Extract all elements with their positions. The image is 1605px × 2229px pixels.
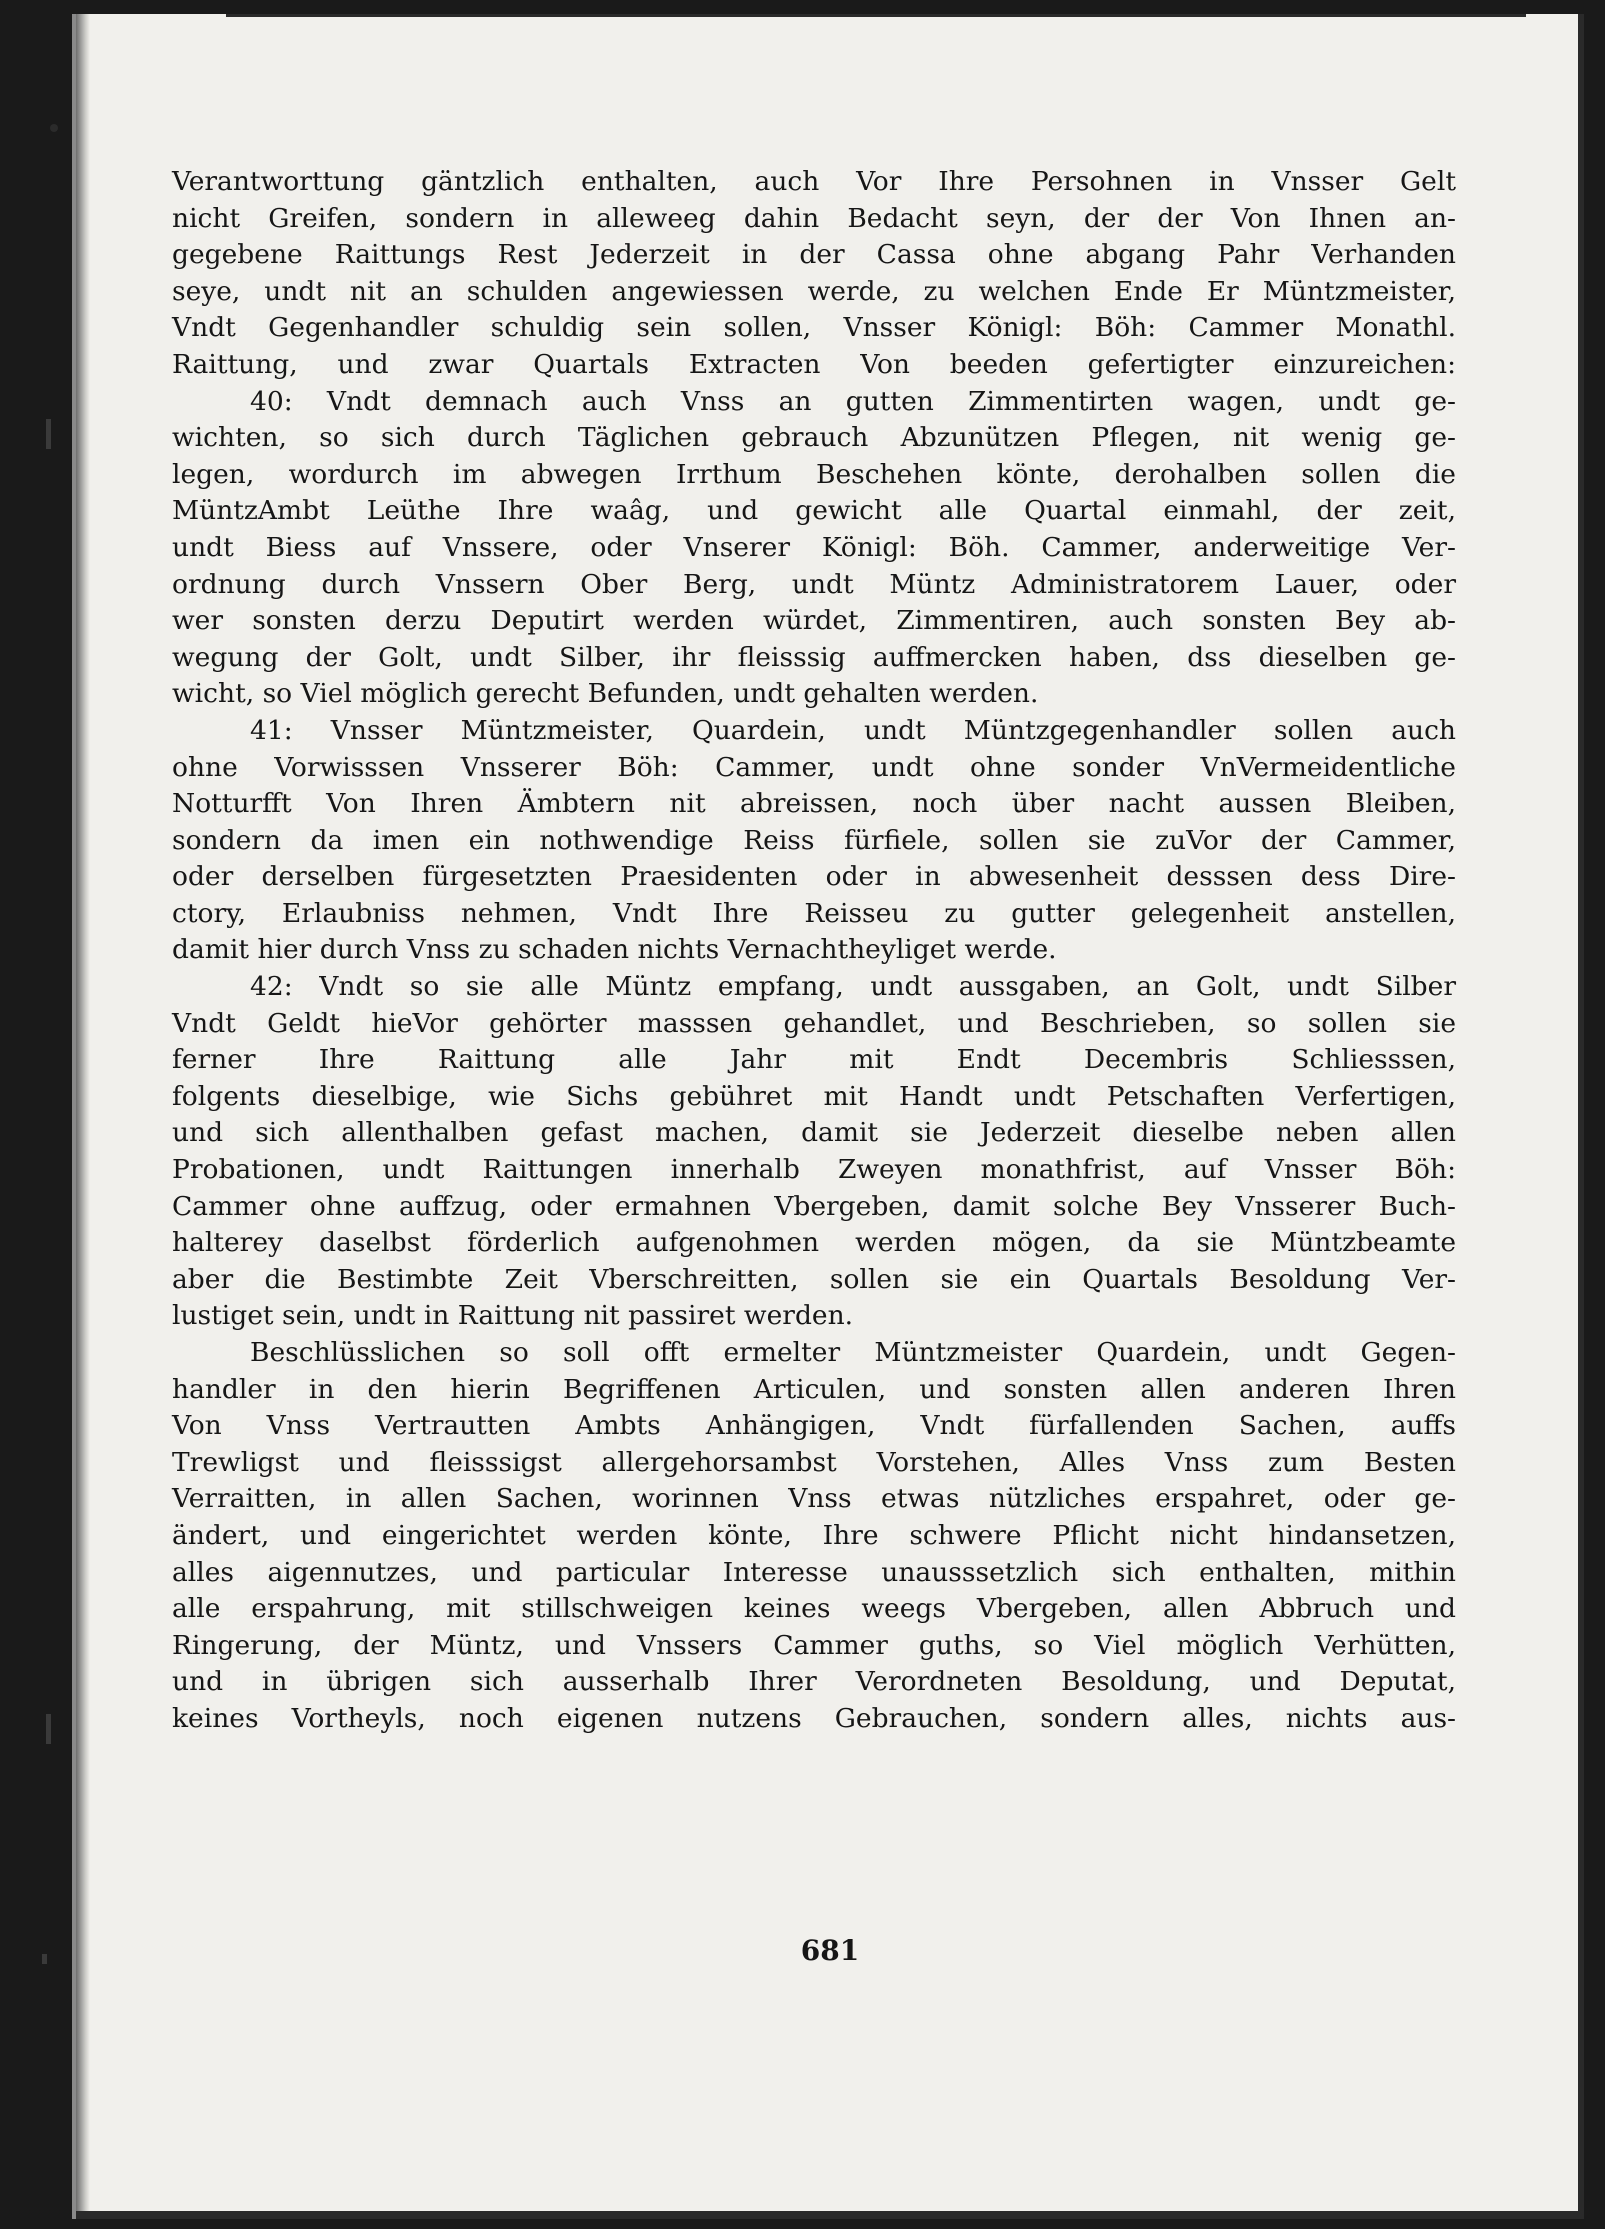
page-top-edge <box>226 14 1526 17</box>
text-line: aber die Bestimbte Zeit Vberschreitten, sollen sie ein Quartals Besoldung Ver- <box>172 1263 1456 1295</box>
text-line: Verantworttung gäntzlich enthalten, auch Vor Ihre Persohnen in Vnsser Gelt <box>172 166 1456 197</box>
text-line: Trewligst und fleisssigst allergehorsambst Vorstehen, Alles Vnss zum Besten <box>172 1446 1456 1478</box>
binding-tick <box>42 1954 47 1964</box>
text-line: ctory, Erlaubniss nehmen, Vndt Ihre Reisseu zu gutter gelegenheit anstellen, <box>172 897 1456 929</box>
text-line: wegung der Golt, undt Silber, ihr fleisssig auffmercken haben, dss dieselben ge- <box>172 641 1456 673</box>
text-line: Probationen, undt Raittungen innerhalb Zweyen monathfrist, auf Vnsser Böh: <box>172 1154 1456 1186</box>
text-line: MüntzAmbt Leüthe Ihre waâg, und gewicht alle Quartal einmahl, der zeit, <box>172 495 1456 527</box>
text-line: folgents dieselbige, wie Sichs gebühret mit Handt undt Petschaften Verfertigen, <box>172 1080 1456 1112</box>
text-line: wicht, so Viel möglich gerecht Befunden, undt gehalten werden. <box>172 678 1039 710</box>
page-bottom-edge <box>76 2211 1584 2219</box>
text-line: ferner Ihre Raittung alle Jahr mit Endt Decembris Schliesssen, <box>172 1044 1456 1076</box>
text-line: ohne Vorwisssen Vnsserer Böh: Cammer, undt ohne sonder VnVermeidentliche <box>172 751 1456 783</box>
text-line: Beschlüsslichen so soll offt ermelter Müntzmeister Quardein, undt Gegen- <box>250 1337 1456 1368</box>
text-line: alles aigennutzes, und particular Interesse unausssetzlich sich enthalten, mithin <box>172 1556 1456 1588</box>
binding-gutter <box>76 14 90 2219</box>
text-line: nicht Greifen, sondern in alleweeg dahin Bedacht seyn, der der Von Ihnen an- <box>172 202 1456 234</box>
text-line: Ringerung, der Müntz, und Vnssers Cammer guths, so Viel möglich Verhütten, <box>172 1629 1456 1661</box>
text-line: handler in den hierin Begriffenen Articulen, und sonsten allen anderen Ihren <box>172 1373 1456 1405</box>
text-line: seye, undt nit an schulden angewiessen werde, zu welchen Ende Er Müntzmeister, <box>172 275 1456 307</box>
text-line: alle erspahrung, mit stillschweigen keines weegs Vbergeben, allen Abbruch und <box>172 1593 1456 1625</box>
text-line: damit hier durch Vnss zu schaden nichts Vernachtheyliget werde. <box>172 934 1057 966</box>
text-line: Raittung, und zwar Quartals Extracten Von beeden gefertigter einzureichen: <box>172 348 1456 380</box>
text-line: Vndt Gegenhandler schuldig sein sollen, Vnsser Königl: Böh: Cammer Monathl. <box>172 312 1456 344</box>
text-line: Von Vnss Vertrautten Ambts Anhängigen, Vndt fürfallenden Sachen, auffs <box>172 1410 1456 1442</box>
text-line: wichten, so sich durch Täglichen gebrauch Abzunützen Pflegen, nit wenig ge- <box>172 422 1456 454</box>
text-line: halterey daselbst förderlich aufgenohmen werden mögen, da sie Müntzbeamte <box>172 1227 1456 1259</box>
text-line: sondern da imen ein nothwendige Reiss fürfiele, sollen sie zuVor der Cammer, <box>172 824 1456 856</box>
text-line: keines Vortheyls, noch eigenen nutzens Gebrauchen, sondern alles, nichts aus- <box>172 1702 1456 1734</box>
body-text <box>172 164 1456 1738</box>
text-line: Cammer ohne auffzug, oder ermahnen Vbergeben, damit solche Bey Vnsserer Buch- <box>172 1190 1456 1222</box>
text-line: und sich allenthalben gefast machen, damit sie Jederzeit dieselbe neben allen <box>172 1117 1456 1149</box>
text-line: Vndt Geldt hieVor gehörter masssen gehandlet, und Beschrieben, so sollen sie <box>172 1007 1456 1039</box>
document-page <box>72 14 1584 2219</box>
text-line: oder derselben fürgesetzten Praesidenten oder in abwesenheit desssen dess Dire- <box>172 861 1456 893</box>
speck-mark <box>50 124 58 132</box>
page-right-edge <box>1578 14 1584 2219</box>
text-line: Notturfft Von Ihren Ämbtern nit abreissen, noch über nacht aussen Bleiben, <box>172 788 1456 820</box>
binding-tick <box>46 1714 51 1744</box>
text-line: legen, wordurch im abwegen Irrthum Beschehen könte, derohalben sollen die <box>172 458 1456 490</box>
page-number: 681 <box>800 1934 860 1967</box>
text-line: und in übrigen sich ausserhalb Ihrer Verordneten Besoldung, und Deputat, <box>172 1666 1456 1698</box>
text-line: 42: Vndt so sie alle Müntz empfang, undt aussgaben, an Golt, undt Silber <box>250 971 1456 1003</box>
text-line: wer sonsten derzu Deputirt werden würdet, Zimmentiren, auch sonsten Bey ab- <box>172 605 1456 637</box>
text-line: Verraitten, in allen Sachen, worinnen Vnss etwas nützliches erspahret, oder ge- <box>172 1483 1456 1515</box>
text-line: undt Biess auf Vnssere, oder Vnserer Königl: Böh. Cammer, anderweitige Ver- <box>172 531 1456 563</box>
text-line: gegebene Raittungs Rest Jederzeit in der Cassa ohne abgang Pahr Verhanden <box>172 239 1456 271</box>
binding-tick <box>46 419 51 449</box>
text-line: 40: Vndt demnach auch Vnss an gutten Zimmentirten wagen, undt ge- <box>250 385 1456 417</box>
text-line: ändert, und eingerichtet werden könte, Ihre schwere Pflicht nicht hindansetzen, <box>172 1519 1456 1551</box>
text-line: ordnung durch Vnssern Ober Berg, undt Müntz Administratorem Lauer, oder <box>172 568 1456 600</box>
text-line: 41: Vnsser Müntzmeister, Quardein, undt Müntzgegenhandler sollen auch <box>250 714 1456 746</box>
text-line: lustiget sein, undt in Raittung nit passiret werden. <box>172 1300 854 1332</box>
